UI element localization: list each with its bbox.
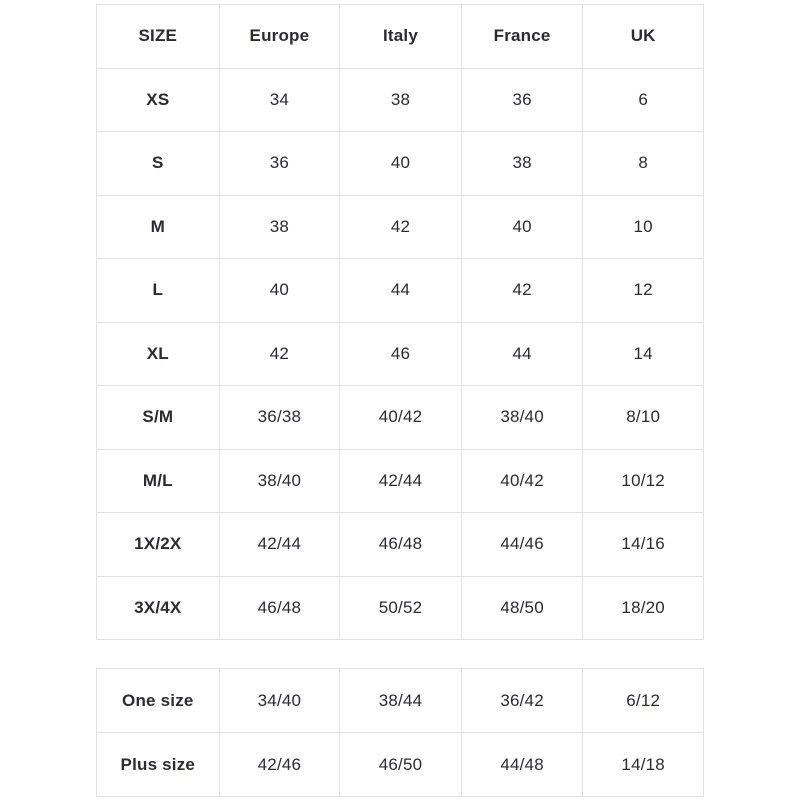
cell-italy: 42/44	[340, 449, 462, 513]
row-label: M/L	[97, 449, 220, 513]
cell-uk: 10	[583, 195, 704, 259]
table-row	[97, 322, 704, 386]
cell-italy: 38/44	[340, 669, 462, 733]
cell-france: 42	[461, 259, 583, 323]
cell-italy: 46/50	[340, 733, 462, 797]
cell-france: 38/40	[461, 386, 583, 450]
table-body	[97, 68, 704, 640]
cell-france: 48/50	[461, 576, 583, 640]
main-size-table	[96, 4, 704, 640]
cell-uk: 14/18	[583, 733, 704, 797]
cell-uk: 18/20	[583, 576, 704, 640]
cell-italy: 40	[340, 132, 462, 196]
table-row	[97, 386, 704, 450]
cell-europe: 42/46	[219, 733, 340, 797]
column-header-europe: Europe	[219, 5, 340, 69]
table-row	[97, 513, 704, 577]
row-label: 1X/2X	[97, 513, 220, 577]
row-label: XS	[97, 68, 220, 132]
cell-europe: 42/44	[219, 513, 340, 577]
cell-uk: 14	[583, 322, 704, 386]
table-row	[97, 259, 704, 323]
cell-italy: 44	[340, 259, 462, 323]
cell-france: 36/42	[461, 669, 583, 733]
cell-europe: 38/40	[219, 449, 340, 513]
cell-uk: 6	[583, 68, 704, 132]
cell-uk: 10/12	[583, 449, 704, 513]
row-label: XL	[97, 322, 220, 386]
secondary-size-table	[96, 668, 704, 797]
row-label: M	[97, 195, 220, 259]
table-body	[97, 669, 704, 797]
cell-europe: 40	[219, 259, 340, 323]
table-header-row	[97, 5, 704, 69]
cell-italy: 42	[340, 195, 462, 259]
cell-europe: 36/38	[219, 386, 340, 450]
cell-italy: 50/52	[340, 576, 462, 640]
cell-europe: 36	[219, 132, 340, 196]
cell-italy: 46	[340, 322, 462, 386]
cell-uk: 8	[583, 132, 704, 196]
cell-france: 40/42	[461, 449, 583, 513]
secondary-size-table-container	[96, 668, 704, 797]
table-row	[97, 68, 704, 132]
cell-europe: 34	[219, 68, 340, 132]
cell-france: 44/48	[461, 733, 583, 797]
table-row	[97, 449, 704, 513]
cell-uk: 14/16	[583, 513, 704, 577]
cell-uk: 6/12	[583, 669, 704, 733]
row-label: Plus size	[97, 733, 220, 797]
column-header-italy: Italy	[340, 5, 462, 69]
cell-france: 36	[461, 68, 583, 132]
cell-europe: 34/40	[219, 669, 340, 733]
table-row	[97, 669, 704, 733]
table-row	[97, 576, 704, 640]
column-header-france: France	[461, 5, 583, 69]
cell-italy: 40/42	[340, 386, 462, 450]
table-row	[97, 195, 704, 259]
table-header	[97, 5, 704, 69]
row-label: L	[97, 259, 220, 323]
table-row	[97, 733, 704, 797]
column-header-uk: UK	[583, 5, 704, 69]
cell-europe: 38	[219, 195, 340, 259]
cell-italy: 46/48	[340, 513, 462, 577]
row-label: S	[97, 132, 220, 196]
table-row	[97, 132, 704, 196]
cell-europe: 46/48	[219, 576, 340, 640]
cell-france: 38	[461, 132, 583, 196]
cell-france: 44	[461, 322, 583, 386]
row-label: S/M	[97, 386, 220, 450]
cell-uk: 8/10	[583, 386, 704, 450]
main-size-table-container	[96, 4, 704, 640]
cell-europe: 42	[219, 322, 340, 386]
cell-france: 44/46	[461, 513, 583, 577]
cell-uk: 12	[583, 259, 704, 323]
column-header-size: SIZE	[97, 5, 220, 69]
cell-italy: 38	[340, 68, 462, 132]
cell-france: 40	[461, 195, 583, 259]
row-label: One size	[97, 669, 220, 733]
row-label: 3X/4X	[97, 576, 220, 640]
